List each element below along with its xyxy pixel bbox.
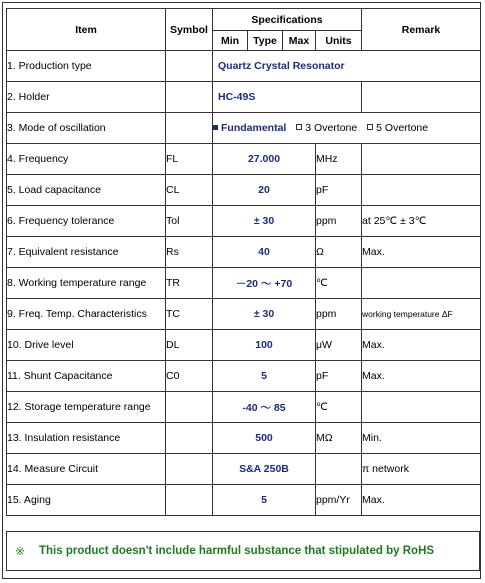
table-row — [7, 175, 481, 206]
table-row — [7, 330, 481, 361]
row-value: Quartz Crystal Resonator — [213, 51, 481, 82]
row-remark — [362, 82, 481, 113]
row-unit: ppm — [316, 206, 362, 237]
row-item: 13. Insulation resistance — [7, 423, 166, 454]
row-item: 14. Measure Circuit — [7, 454, 166, 485]
header-max: Max — [283, 31, 316, 51]
mode-option-5-overtone — [367, 122, 428, 134]
row-symbol: Tol — [166, 206, 213, 237]
row-value: 40 — [213, 237, 316, 268]
row-item: 10. Drive level — [7, 330, 166, 361]
table-row — [7, 299, 481, 330]
row-unit: Ω — [316, 237, 362, 268]
row-item: 9. Freq. Temp. Characteristics — [7, 299, 166, 330]
row-symbol — [166, 392, 213, 423]
oscillation-mode-options — [213, 113, 481, 144]
row-item: 12. Storage temperature range — [7, 392, 166, 423]
row-unit: ℃ — [316, 392, 362, 423]
row-remark: π network — [362, 454, 481, 485]
table-row — [7, 423, 481, 454]
row-symbol — [166, 82, 213, 113]
unchecked-square-icon — [367, 124, 373, 130]
row-item: 5. Load capacitance — [7, 175, 166, 206]
mode-label: Fundamental — [221, 122, 287, 134]
header-units: Units — [316, 31, 362, 51]
table-row — [7, 361, 481, 392]
row-symbol — [166, 485, 213, 516]
row-remark: working temperature ΔF — [362, 299, 481, 330]
row-remark: Max. — [362, 485, 481, 516]
header-item: Item — [7, 9, 166, 51]
row-unit: MΩ — [316, 423, 362, 454]
table-row — [7, 485, 481, 516]
row-item: 11. Shunt Capacitance — [7, 361, 166, 392]
row-symbol: C0 — [166, 361, 213, 392]
row-unit: μW — [316, 330, 362, 361]
table-row — [7, 237, 481, 268]
row-item: 15. Aging — [7, 485, 166, 516]
rohs-note-text: This product doesn't include harmful substance that stipulated by RoHS — [39, 545, 435, 557]
mode-label: 5 Overtone — [376, 122, 429, 134]
header-specifications: Specifications — [213, 9, 362, 31]
checked-square-icon — [213, 125, 218, 130]
table-row — [7, 113, 481, 144]
table-row — [7, 268, 481, 299]
row-symbol: Rs — [166, 237, 213, 268]
row-item: 4. Frequency — [7, 144, 166, 175]
row-value: 5 — [213, 485, 316, 516]
row-remark: Max. — [362, 237, 481, 268]
row-symbol — [166, 454, 213, 485]
row-remark — [362, 144, 481, 175]
row-unit: ppm/Yr — [316, 485, 362, 516]
row-symbol: DL — [166, 330, 213, 361]
row-value: 27.000 — [213, 144, 316, 175]
row-value: －20 ～ +70 — [213, 268, 316, 299]
row-unit: ppm — [316, 299, 362, 330]
header-remark: Remark — [362, 9, 481, 51]
header-min: Min — [213, 31, 248, 51]
unchecked-square-icon — [296, 124, 302, 130]
row-remark: at 25℃ ± 3℃ — [362, 206, 481, 237]
row-value: 20 — [213, 175, 316, 206]
row-value: S&A 250B — [213, 454, 316, 485]
mode-option-3-overtone — [296, 122, 357, 134]
row-value: HC-49S — [213, 82, 362, 113]
table-row — [7, 144, 481, 175]
header-symbol: Symbol — [166, 9, 213, 51]
row-item: 1. Production type — [7, 51, 166, 82]
row-remark: Max. — [362, 330, 481, 361]
row-remark — [362, 392, 481, 423]
row-remark: Max. — [362, 361, 481, 392]
reference-mark-icon: ※ — [15, 544, 26, 558]
table-row — [7, 454, 481, 485]
row-symbol: TC — [166, 299, 213, 330]
row-unit — [316, 454, 362, 485]
row-unit: pF — [316, 175, 362, 206]
row-item: 2. Holder — [7, 82, 166, 113]
row-symbol — [166, 113, 213, 144]
row-value: ± 30 — [213, 206, 316, 237]
row-value: -40 ～ 85 — [213, 392, 316, 423]
row-remark — [362, 268, 481, 299]
row-item: 3. Mode of oscillation — [7, 113, 166, 144]
table-row — [7, 51, 481, 82]
table-row — [7, 206, 481, 237]
row-remark: Min. — [362, 423, 481, 454]
row-value: 100 — [213, 330, 316, 361]
row-item: 6. Frequency tolerance — [7, 206, 166, 237]
row-symbol: CL — [166, 175, 213, 206]
row-item: 7. Equivalent resistance — [7, 237, 166, 268]
row-unit: MHz — [316, 144, 362, 175]
spec-table — [6, 8, 481, 516]
header-type: Type — [248, 31, 283, 51]
table-row — [7, 392, 481, 423]
row-symbol — [166, 51, 213, 82]
mode-option-fundamental — [213, 122, 286, 134]
table-row — [7, 82, 481, 113]
row-value: 5 — [213, 361, 316, 392]
row-remark — [362, 175, 481, 206]
row-symbol: FL — [166, 144, 213, 175]
row-unit: pF — [316, 361, 362, 392]
row-unit: ℃ — [316, 268, 362, 299]
mode-label: 3 Overtone — [305, 122, 358, 134]
row-value: ± 30 — [213, 299, 316, 330]
rohs-note — [6, 531, 480, 571]
row-item: 8. Working temperature range — [7, 268, 166, 299]
row-symbol — [166, 423, 213, 454]
row-symbol: TR — [166, 268, 213, 299]
row-value: 500 — [213, 423, 316, 454]
